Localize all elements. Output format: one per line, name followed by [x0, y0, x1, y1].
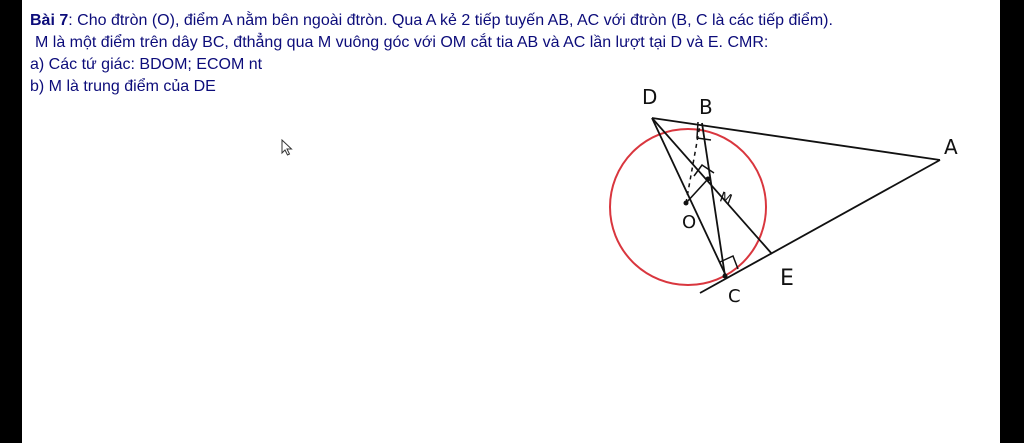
problem-statement-1: : Cho đtròn (O), điểm A nằm bên ngoài đtròn. Qua A kẻ 2 tiếp tuyến AB, AC với đtròn (B, C là các tiếp điểm).	[68, 12, 833, 29]
point-c	[723, 274, 728, 279]
segment-om	[686, 179, 708, 203]
label-e: E	[780, 266, 794, 291]
part-a: a) Các tứ giác: BDOM; ECOM nt	[30, 56, 263, 73]
document-page	[22, 0, 1000, 443]
point-m	[706, 177, 711, 182]
circle-o	[610, 129, 766, 285]
part-b: b) M là trung điểm của DE	[30, 78, 216, 95]
label-d: D	[642, 85, 658, 109]
label-a: A	[944, 135, 958, 159]
label-b: B	[699, 95, 713, 119]
geometry-figure	[22, 0, 1000, 443]
point-o	[684, 201, 689, 206]
tangent-line-ac	[700, 160, 940, 293]
problem-line-2: M là một điểm trên dây BC, đthẳng qua M vuông góc với OM cắt tia AB và AC lần lượt tại D và E. CMR:	[35, 34, 769, 51]
problem-title: Bài 7	[30, 12, 69, 29]
right-angle-m	[694, 165, 714, 176]
label-o: O	[682, 212, 697, 233]
label-c: C	[728, 286, 741, 307]
label-m: M	[717, 189, 735, 209]
